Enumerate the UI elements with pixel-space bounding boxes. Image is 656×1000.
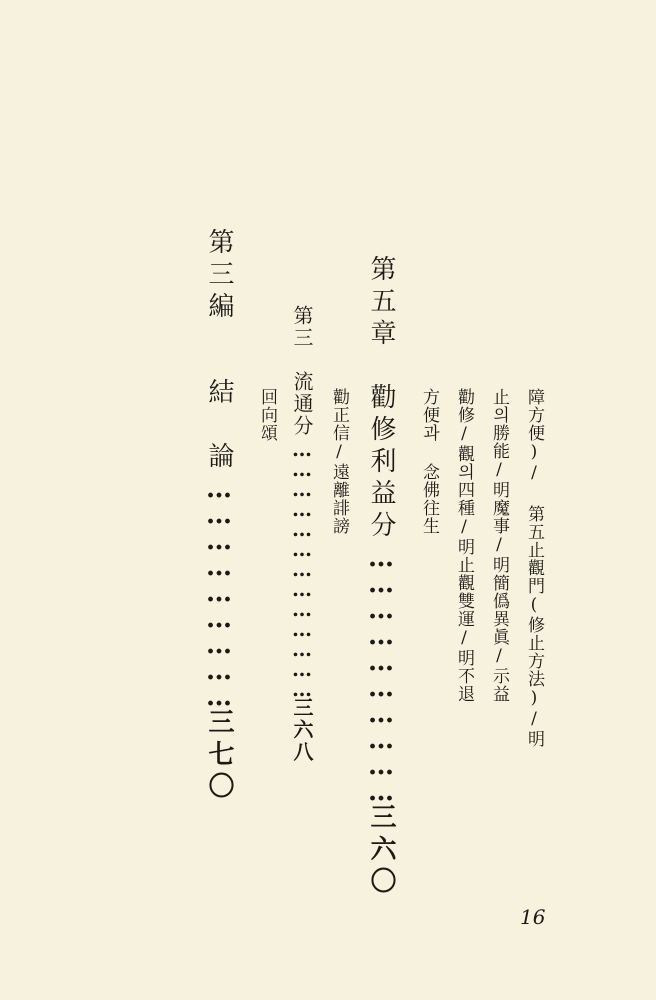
toc-line-3: 勸修/觀의四種/明止觀雙運/明不退 <box>454 388 474 703</box>
chapter-5-title: 第五章 勸修利益分 <box>366 255 396 543</box>
section-3-entry[interactable] <box>292 305 312 865</box>
toc-line-1: 障方便)/ 第五止觀門(修止方法)/明 <box>524 388 544 748</box>
part-3-title: 結 論 <box>204 378 234 474</box>
toc-line-8: 回向頌 <box>257 388 277 442</box>
part-3-entry[interactable] <box>206 378 232 868</box>
page-number: 16 <box>520 905 546 929</box>
toc-line-6: 勸正信/遠離誹謗 <box>329 388 349 535</box>
dot-leader: ………………………… <box>366 543 396 803</box>
dot-leader: ……………………… <box>204 474 234 708</box>
dot-leader: ………………………………… <box>290 437 314 697</box>
toc-line-4: 方便과 念佛往生 <box>419 388 439 535</box>
toc-line-2: 止의勝能/明魔事/明簡僞異眞/示益 <box>489 388 509 703</box>
section-3-title: 第三 流通分 <box>290 305 314 437</box>
section-3-page: 三六八 <box>290 697 314 763</box>
chapter-5-entry[interactable] <box>366 255 396 899</box>
part-3-page: 三七〇 <box>204 708 234 804</box>
chapter-5-page: 三六〇 <box>366 803 396 899</box>
part-3-label: 第三編 <box>204 228 234 324</box>
